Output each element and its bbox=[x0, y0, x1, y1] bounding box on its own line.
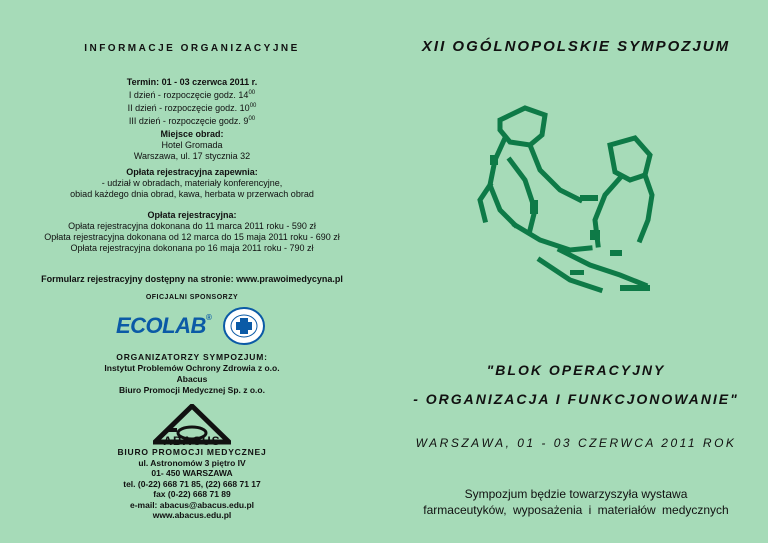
sponsors-header: OFICJALNI SPONSORZY bbox=[145, 294, 239, 301]
termin-title: Termin: 01 - 03 czerwca 2011 r. bbox=[126, 77, 258, 87]
left-header: INFORMACJE ORGANIZACYJNE bbox=[84, 43, 300, 54]
ecolab-logo: ECOLAB® bbox=[116, 313, 212, 338]
contact-address2: 01- 450 WARSZAWA bbox=[151, 468, 233, 478]
contact-section bbox=[0, 447, 384, 521]
formularz-link[interactable]: Formularz rejestracyjny dostępny na stronie: www.prawoimedycyna.pl bbox=[41, 274, 343, 284]
oplata-section bbox=[0, 210, 384, 254]
subtitle-line2: - ORGANIZACJA I FUNKCJONOWANIE" bbox=[413, 391, 739, 407]
organizers-title: ORGANIZATORZY SYMPOZJUM: bbox=[116, 352, 268, 362]
bmd-logo bbox=[222, 306, 266, 346]
event-date: WARSZAWA, 01 - 03 CZERWCA 2011 ROK bbox=[415, 436, 737, 450]
zapewnia-line1: - udział w obradach, materiały konferencyjne, bbox=[101, 178, 283, 188]
termin-section bbox=[0, 77, 384, 127]
zapewnia-title: Opłata rejestracyjna zapewnia: bbox=[126, 167, 258, 177]
organizers-line3: Biuro Promocji Medycznej Sp. z o.o. bbox=[119, 385, 265, 395]
zapewnia-line2: obiad każdego dnia obrad, kawa, herbata w przerwach obrad bbox=[70, 189, 314, 199]
exhibition-line2: farmaceutyków, wyposażenia i materiałów medycznych bbox=[423, 503, 729, 517]
oplata-line2: Opłata rejestracyjna dokonana od 12 marca do 15 maja 2011 roku - 690 zł bbox=[44, 232, 340, 242]
organizers-line2: Abacus bbox=[176, 374, 208, 384]
exhibition-line1: Sympozjum będzie towarzyszyła wystawa bbox=[464, 487, 688, 501]
miejsce-title: Miejsce obrad: bbox=[160, 129, 224, 139]
oplata-title: Opłata rejestracyjna: bbox=[147, 210, 237, 220]
termin-day2: II dzień - rozpoczęcie godz. $10^{00}$ bbox=[127, 103, 257, 113]
oplata-line3: Opłata rejestracyjna dokonana po 16 maja 2011 roku - 790 zł bbox=[70, 243, 314, 253]
miejsce-line1: Hotel Gromada bbox=[161, 140, 223, 150]
oplata-line1: Opłata rejestracyjna dokonana do 11 marca 2011 roku - 590 zł bbox=[68, 221, 316, 231]
surgeons-illustration bbox=[470, 100, 660, 300]
exhibition-section bbox=[384, 486, 768, 518]
miejsce-line2: Warszawa, ul. 17 stycznia 32 bbox=[133, 151, 251, 161]
termin-day3: III dzień - rozpoczęcie godz. $9^{00}$ bbox=[128, 116, 256, 126]
symposium-title: XII OGÓLNOPOLSKIE SYMPOZJUM bbox=[421, 38, 731, 55]
abacus-logo-text: ABACUS bbox=[163, 434, 221, 448]
contact-www[interactable]: www.abacus.edu.pl bbox=[152, 510, 232, 520]
contact-address1: ul. Astronomów 3 piętro IV bbox=[138, 457, 246, 468]
zapewnia-section bbox=[0, 167, 384, 200]
subtitle-line1: "BLOK OPERACYJNY bbox=[486, 362, 666, 378]
termin-day1: I dzień - rozpoczęcie godz. $14^{00}$ bbox=[128, 90, 256, 100]
contact-email[interactable]: e-mail: abacus@abacus.edu.pl bbox=[129, 499, 255, 510]
miejsce-section bbox=[0, 129, 384, 162]
contact-name: BIURO PROMOCJI MEDYCZNEJ bbox=[117, 447, 267, 457]
organizers-section bbox=[0, 352, 384, 396]
contact-fax: fax (0-22) 668 71 89 bbox=[153, 489, 231, 499]
contact-tel: tel. (0-22) 668 71 85, (22) 668 71 17 bbox=[123, 478, 261, 489]
organizers-line1: Instytut Problemów Ochrony Zdrowia z o.o. bbox=[104, 363, 280, 373]
